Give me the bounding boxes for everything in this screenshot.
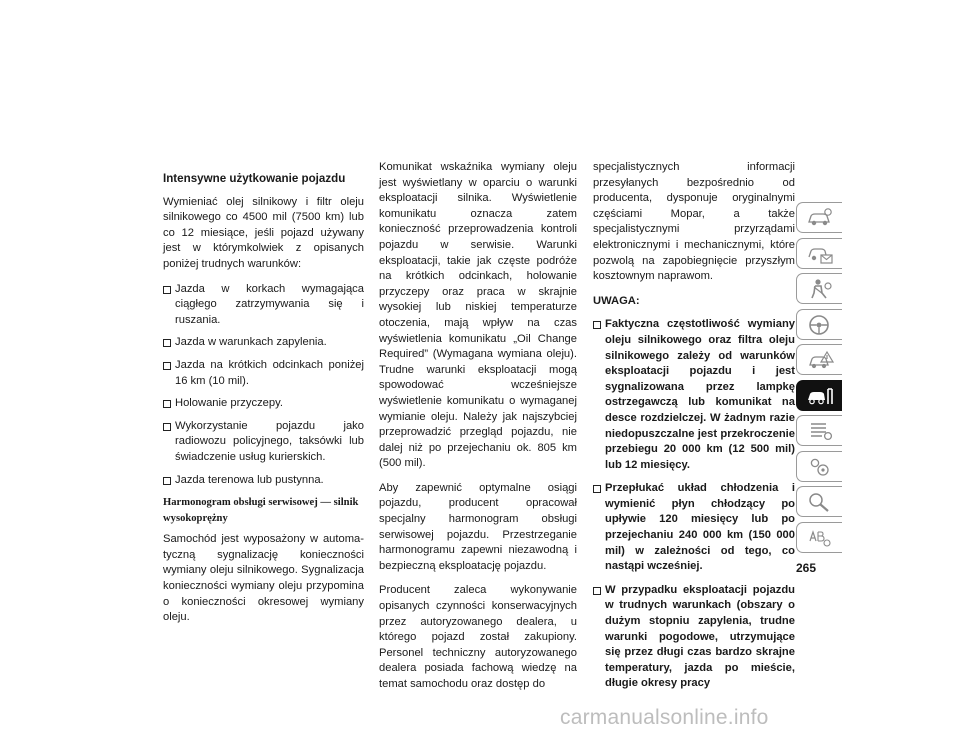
chapter-tabs (796, 202, 842, 557)
index-abc-icon (806, 527, 834, 549)
tab-multimedia[interactable] (796, 451, 842, 482)
tab-maintenance[interactable] (796, 380, 842, 411)
column-left (163, 160, 364, 635)
list-item: Jazda na krótkich odcinkach poniżej 16 km (10 mil). (163, 358, 364, 389)
tab-search[interactable] (796, 486, 842, 517)
list-item: Jazda w warunkach zapylenia. (163, 335, 364, 351)
paragraph: Wymieniać olej silnikowy i filtr oleju silnikowego co 4500 mil (7500 km) lub co 12 miesiące, jeśli pojazd używany jest w którymkolwiek z opisanych poniżej trudnych warunków: (163, 195, 364, 270)
list-item: Przepłukać układ chłodzenia i wymienić płyn chłodzący po upływie 120 miesięcy lub po przejechaniu 240 000 km (150 000 mil) w zależności od tego, co nastąpi wcześniej. (593, 481, 795, 575)
checkbox-square-icon (163, 286, 171, 294)
note-title: UWAGA: (593, 294, 640, 307)
checkbox-square-icon (593, 587, 601, 595)
tab-emergencies[interactable] (796, 344, 842, 375)
list-item: Faktyczna częstotliwość wymiany oleju silnikowego oraz filtra oleju silnikowego zależy od warunków eksploatacji pojazdu i jest sygnalizowana przez lampkę ostrzegawczą lub komunikat na desce rozdzielczej. W żadnym razie niedopuszczalne jest przekroczenie przebiegu 20 000 km (12 500 mil) lub 12 miesięcy. (593, 317, 795, 473)
list-item: Wykorzystanie pojazdu jako radiowozu policyjnego, taksówki lub świadczenie usług kurierskich. (163, 419, 364, 466)
note-list (593, 317, 795, 692)
checkbox-square-icon (593, 321, 601, 329)
tab-safety[interactable] (796, 273, 842, 304)
warning-car-icon (806, 349, 834, 371)
checkbox-square-icon (163, 339, 171, 347)
paragraph: Aby zapewnić optymalne osiągi pojazdu, producent opracował specjalny harmonogram obsługi serwisowej pojazdu. Przestrzeganie harmonogramu zapewni niezawodną i bezpieczną eksploatację pojazdu. (379, 481, 577, 572)
list-item: Holowanie przyczepy. (163, 396, 364, 412)
paragraph: Producent zaleca wykonywanie opisanych czynności konserwacyjnych przez autoryzowanego dealera, u którego pojazd został zakupiony. Personel techniczny autoryzowanego dealera posiada fachową wiedzę na temat samochodu oraz dostęp do (379, 584, 577, 690)
page-number: 265 (796, 561, 817, 575)
checkbox-square-icon (593, 485, 601, 493)
subsection-heading: Harmonogram obsługi serwisowej — silnik wysokoprężny (163, 497, 359, 524)
car-info-icon (806, 207, 834, 229)
checkbox-square-icon (163, 477, 171, 485)
steering-wheel-icon (806, 314, 834, 336)
paragraph: specjalistycznych informacji przesyłanych bezpośrednio od producenta, dysponuje oryginalnymi częściami Mopar, a także specjalistycznymi przyrządami elektronicznymi i mechanicznymi, które pozwolą na zapobiegnięcie przyszłym kosztownym naprawom. (593, 161, 795, 283)
list-item: Jazda w korkach wymagająca ciągłego zatrzymywania się i ruszania. (163, 282, 364, 329)
car-wrench-icon (806, 385, 834, 407)
paragraph: Komunikat wskaźnika wymiany oleju jest wyświetlany w oparciu o warunki eksploatacji silnika. Wyświetlenie komunikatu oznacza zatem konieczność przeprowadzenia kontroli pojazdu w serwisie. Warunki eksploatacji, takie jak częste podróże na krótkich odcinkach, holowanie przyczepy oraz praca w skrajnie wysokiej lub niskiej temperaturze otoczenia, mają wpływ na czas wyświetlenia komunikatu „Oil Change Required” (Wymagana wymiana oleju). Trudne warunki eksploatacji mogą spowodować wcześniejsze wyświetlenie komunikatu o wymaganej wymianie oleju. Należy jak najszybciej przeprowadzić przegląd pojazdu, nie dalej niż po przejechaniu ok. 805 km (500 mil). (379, 161, 577, 470)
tab-index[interactable] (796, 522, 842, 553)
tab-technical-specs[interactable] (796, 415, 842, 446)
column-middle (379, 160, 577, 702)
list-item: W przypadku eksploatacji pojazdu w trudnych warunkach (obszary o dużym stopniu zapylenia, trudne warunki pogodowe, utrzymujące się przez długi czas bardzo skrajne temperatury, jazda po mieście, długie okresy pracy (593, 583, 795, 692)
tab-getting-to-know[interactable] (796, 202, 842, 233)
checkbox-square-icon (163, 362, 171, 370)
specs-list-icon (806, 420, 834, 442)
car-envelope-icon (806, 243, 834, 265)
checkbox-square-icon (163, 400, 171, 408)
watermark: carmanualsonline.info (560, 706, 769, 729)
list-item: Jazda terenowa lub pustynna. (163, 473, 364, 489)
magnifier-icon (806, 491, 834, 513)
tab-dashboard[interactable] (796, 238, 842, 269)
column-right (593, 160, 795, 700)
paragraph: Samochód jest wyposażony w automatyczną sygnalizację konieczności wymiany oleju silnikowego. Sygnalizacja konieczności wymiany oleju przypomina o konieczności okresowej wymiany oleju. (163, 533, 364, 624)
section-heading: Intensywne użytkowanie pojazdu (163, 172, 346, 185)
multimedia-icon (806, 456, 834, 478)
condition-list (163, 282, 364, 489)
seatbelt-person-icon (806, 278, 834, 300)
tab-driving[interactable] (796, 309, 842, 340)
checkbox-square-icon (163, 423, 171, 431)
